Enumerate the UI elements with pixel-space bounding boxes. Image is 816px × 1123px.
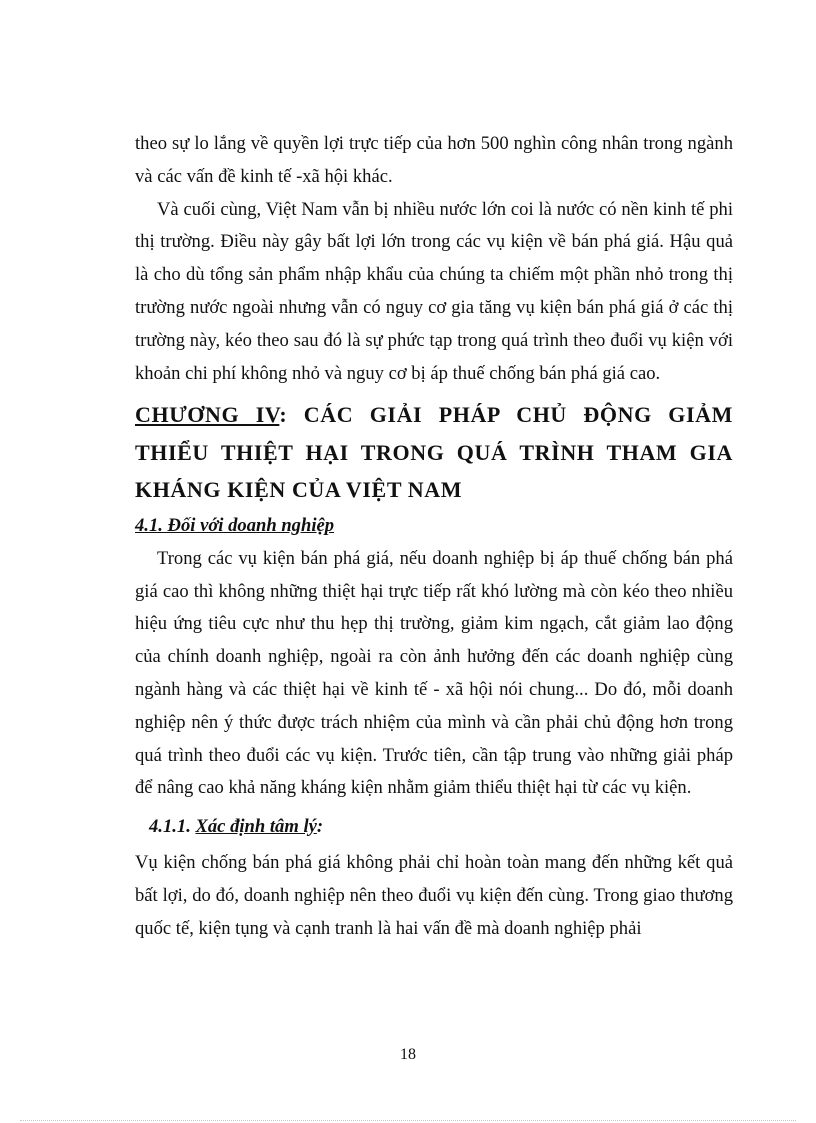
paragraph-psychology: Vụ kiện chống bán phá giá không phải chỉ hoàn toàn mang đến những kết quả bất lợi, do đó, doanh nghiệp nên theo đuổi vụ kiện đến cùng. Trong giao thương quốc tế, kiện tụng và cạnh tranh là hai vấn đề mà doanh nghiệp phải — [135, 852, 733, 939]
paragraph-enterprise-damage: Trong các vụ kiện bán phá giá, nếu doanh nghiệp bị áp thuế chống bán phá giá cao thì không những thiệt hại trực tiếp rất khó lường mà còn kéo theo nhiều hiệu ứng tiêu cực như thu hẹp thị trường, giảm kim ngạch, cắt giảm lao động của chính doanh nghiệp, ngoài ra còn ảnh hưởng đến các doanh nghiệp cùng ngành hàng và các thiệt hại về kinh tế - xã hội nói chung... Do đó, mỗi doanh nghiệp nên ý thức được trách nhiệm của mình và cần phải chủ động hơn trong quá trình theo đuổi các vụ kiện. Trước tiên, cần tập trung vào những giải pháp để nâng cao khả năng kháng kiện nhằm giảm thiểu thiệt hại từ các vụ kiện. — [135, 547, 733, 799]
paragraph-continuation: theo sự lo lắng về quyền lợi trực tiếp của hơn 500 nghìn công nhân trong ngành và các vấn đề kinh tế -xã hội khác. — [135, 133, 733, 187]
subsection-heading — [149, 811, 733, 843]
paragraph-non-market-economy: Và cuối cùng, Việt Nam vẫn bị nhiều nước lớn coi là nước có nền kinh tế phi thị trường. Điều này gây bất lợi lớn trong các vụ kiện về bán phá giá. Hậu quả là cho dù tổng sản phẩm nhập khẩu của chúng ta chiếm một phần nhỏ trong thị trường nước ngoài nhưng vẫn có nguy cơ gia tăng vụ kiện bán phá giá ở các thị trường này, kéo theo sau đó là sự phức tạp trong quá trình theo đuổi vụ kiện với khoản chi phí không nhỏ và nguy cơ bị áp thuế chống bán phá giá cao. — [135, 198, 733, 384]
document-page — [135, 128, 733, 946]
subsection-suffix: : — [316, 816, 324, 838]
subsection-number: 4.1.1. — [149, 816, 196, 838]
chapter-title: CÁC GIẢI PHÁP CHỦ ĐỘNG GIẢM THIỂU THIỆT HẠI TRONG QUÁ TRÌNH THAM GIA KHÁNG KIỆN CỦA VIỆT NAM — [135, 402, 733, 503]
chapter-label: CHƯƠNG IV — [135, 402, 280, 428]
section-heading: 4.1. Đối với doanh nghiệp — [135, 514, 335, 536]
chapter-heading — [135, 396, 733, 509]
page-number: 18 — [400, 1046, 416, 1063]
chapter-separator: : — [279, 402, 304, 428]
subsection-title: Xác định tâm lý — [195, 816, 317, 838]
page-bottom-divider — [20, 1120, 796, 1121]
